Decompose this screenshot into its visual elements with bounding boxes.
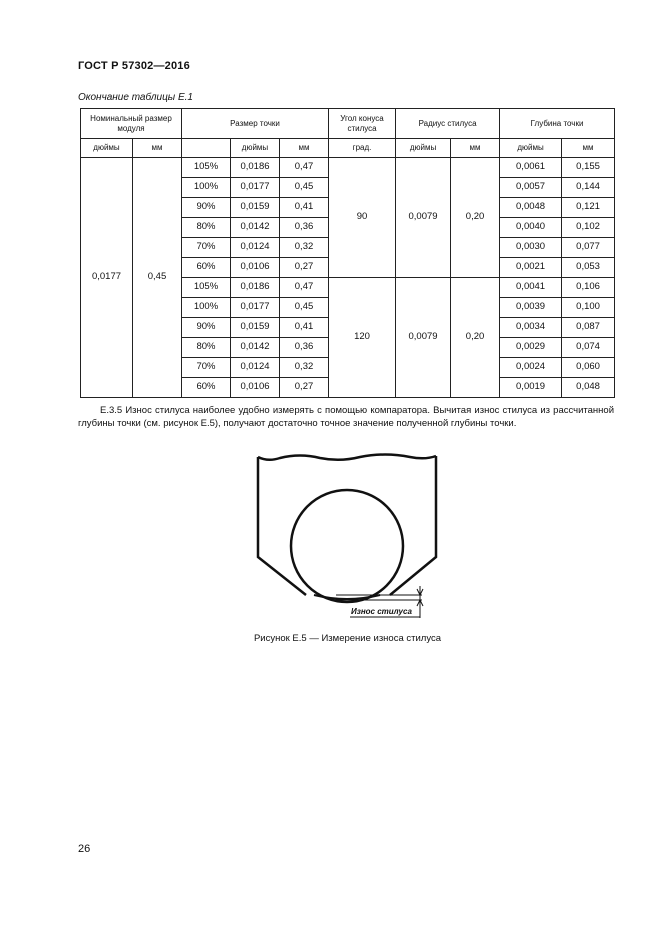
cell-depth-inch: 0,0061 [500, 158, 562, 178]
subheader-depth-mm: мм [562, 139, 615, 158]
subheader-radius-inch: дюймы [396, 139, 451, 158]
cell-depth-inch: 0,0030 [500, 238, 562, 258]
cell-point-inch: 0,0142 [231, 218, 280, 238]
page-number: 26 [78, 843, 91, 855]
subheader-point-inch: дюймы [231, 139, 280, 158]
cell-depth-inch: 0,0029 [500, 338, 562, 358]
cell-percent: 80% [182, 218, 231, 238]
cell-depth-inch: 0,0024 [500, 358, 562, 378]
subheader-radius-mm: мм [451, 139, 500, 158]
cell-point-mm: 0,47 [280, 278, 329, 298]
cell-percent: 90% [182, 318, 231, 338]
subheader-nominal-mm: мм [133, 139, 182, 158]
cell-point-inch: 0,0159 [231, 318, 280, 338]
cell-percent: 60% [182, 258, 231, 278]
table-header-row [81, 109, 615, 139]
cell-point-inch: 0,0106 [231, 258, 280, 278]
cell-depth-mm: 0,060 [562, 358, 615, 378]
stylus-outline [258, 455, 436, 460]
cell-depth-inch: 0,0040 [500, 218, 562, 238]
paragraph-text: Е.3.5 Износ стилуса наиболее удобно измерять с помощью компаратора. Вычитая износ стилуса из рассчитанной глубины точки (см. рисунок Е.5), получают достаточно точное значение полученной глубины точки. [78, 405, 614, 429]
cell-point-inch: 0,0124 [231, 238, 280, 258]
cell-point-mm: 0,41 [280, 318, 329, 338]
subheader-point-mm: мм [280, 139, 329, 158]
document-header: ГОСТ Р 57302—2016 [78, 60, 190, 72]
subheader-blank [182, 139, 231, 158]
cell-depth-inch: 0,0048 [500, 198, 562, 218]
cell-nominal-mm: 0,45 [133, 158, 182, 398]
cell-nominal-inch: 0,0177 [81, 158, 133, 398]
cell-percent: 60% [182, 378, 231, 398]
cell-depth-mm: 0,100 [562, 298, 615, 318]
cell-cone-angle: 120 [329, 278, 396, 398]
cell-percent: 105% [182, 278, 231, 298]
cell-depth-inch: 0,0019 [500, 378, 562, 398]
cell-cone-angle: 90 [329, 158, 396, 278]
cell-point-mm: 0,32 [280, 238, 329, 258]
cell-radius-inch: 0,0079 [396, 278, 451, 398]
header-cone-angle: Угол конуса стилуса [329, 109, 396, 139]
cell-depth-mm: 0,048 [562, 378, 615, 398]
cell-point-inch: 0,0159 [231, 198, 280, 218]
subheader-angle-unit: град. [329, 139, 396, 158]
stylus-table [80, 108, 615, 398]
cell-point-inch: 0,0142 [231, 338, 280, 358]
stylus-ball [291, 490, 403, 602]
wear-label: Износ стилуса [351, 607, 412, 616]
stylus-wear-figure [250, 450, 450, 625]
cell-percent: 70% [182, 358, 231, 378]
cell-depth-inch: 0,0057 [500, 178, 562, 198]
cell-point-inch: 0,0186 [231, 158, 280, 178]
cell-depth-mm: 0,074 [562, 338, 615, 358]
cell-depth-mm: 0,106 [562, 278, 615, 298]
cell-percent: 100% [182, 178, 231, 198]
cell-point-inch: 0,0124 [231, 358, 280, 378]
cell-point-mm: 0,27 [280, 378, 329, 398]
cell-radius-mm: 0,20 [451, 278, 500, 398]
cell-point-mm: 0,32 [280, 358, 329, 378]
cell-percent: 80% [182, 338, 231, 358]
cell-depth-mm: 0,144 [562, 178, 615, 198]
stylus-right-side [390, 456, 436, 595]
cell-point-mm: 0,45 [280, 298, 329, 318]
table-row [81, 158, 615, 178]
cell-point-mm: 0,27 [280, 258, 329, 278]
cell-point-mm: 0,36 [280, 338, 329, 358]
cell-percent: 105% [182, 158, 231, 178]
header-stylus-radius: Радиус стилуса [396, 109, 500, 139]
cell-depth-inch: 0,0041 [500, 278, 562, 298]
cell-point-mm: 0,41 [280, 198, 329, 218]
cell-radius-inch: 0,0079 [396, 158, 451, 278]
cell-depth-inch: 0,0021 [500, 258, 562, 278]
cell-point-mm: 0,47 [280, 158, 329, 178]
table-subheader-row [81, 139, 615, 158]
cell-depth-mm: 0,053 [562, 258, 615, 278]
subheader-depth-inch: дюймы [500, 139, 562, 158]
cell-point-inch: 0,0177 [231, 178, 280, 198]
cell-percent: 100% [182, 298, 231, 318]
cell-point-mm: 0,36 [280, 218, 329, 238]
cell-point-inch: 0,0186 [231, 278, 280, 298]
header-nominal: Номинальный размер модуля [81, 109, 182, 139]
table-caption: Окончание таблицы Е.1 [78, 92, 193, 103]
cell-depth-mm: 0,155 [562, 158, 615, 178]
wear-flat [314, 595, 380, 599]
cell-depth-mm: 0,102 [562, 218, 615, 238]
header-point-size: Размер точки [182, 109, 329, 139]
header-point-depth: Глубина точки [500, 109, 615, 139]
paragraph-e35 [78, 404, 614, 430]
cell-depth-inch: 0,0039 [500, 298, 562, 318]
cell-depth-mm: 0,087 [562, 318, 615, 338]
cell-percent: 70% [182, 238, 231, 258]
subheader-nominal-inch: дюймы [81, 139, 133, 158]
cell-depth-mm: 0,077 [562, 238, 615, 258]
cell-point-inch: 0,0177 [231, 298, 280, 318]
cell-depth-inch: 0,0034 [500, 318, 562, 338]
cell-point-inch: 0,0106 [231, 378, 280, 398]
cell-radius-mm: 0,20 [451, 158, 500, 278]
cell-point-mm: 0,45 [280, 178, 329, 198]
cell-depth-mm: 0,121 [562, 198, 615, 218]
figure-caption: Рисунок Е.5 — Измерение износа стилуса [253, 633, 442, 644]
cell-percent: 90% [182, 198, 231, 218]
